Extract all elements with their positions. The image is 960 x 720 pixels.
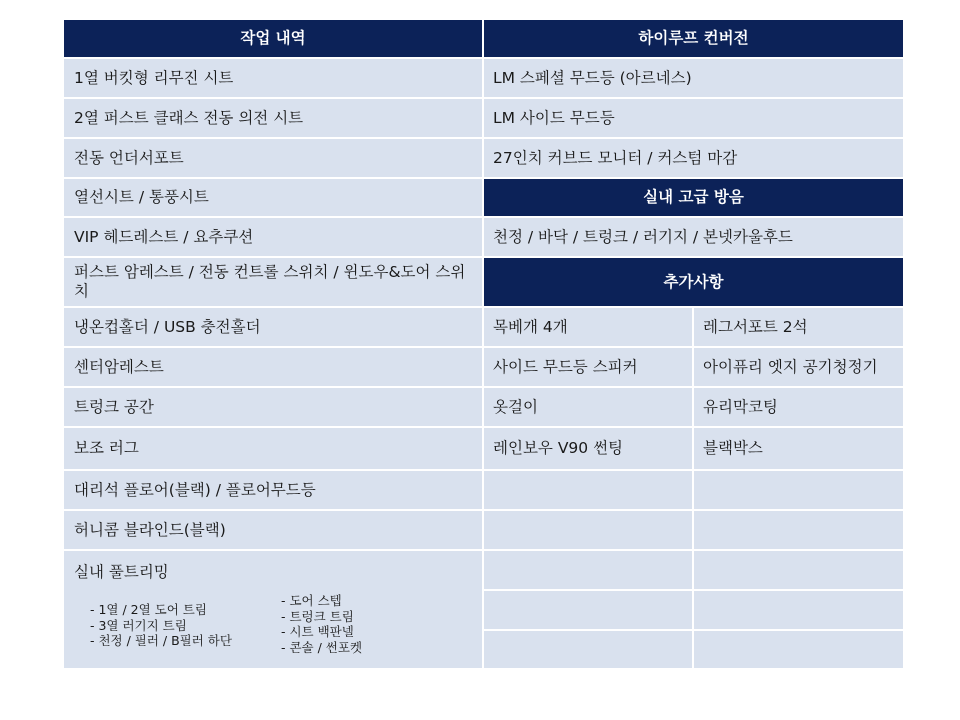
work-item: 퍼스트 암레스트 / 전동 컨트롤 스위치 / 윈도우&도어 스위치 <box>64 258 482 306</box>
trim-detail: - 시트 백판넬 <box>281 624 354 639</box>
empty-cell <box>484 591 692 629</box>
work-item: 냉온컵홀더 / USB 충전홀더 <box>64 308 482 346</box>
work-item: VIP 헤드레스트 / 요추쿠션 <box>64 218 482 256</box>
empty-cell <box>484 551 692 589</box>
header-soundproof: 실내 고급 방음 <box>484 179 903 216</box>
soundproof-item: 천정 / 바닥 / 트렁크 / 러기지 / 본넷카울후드 <box>484 218 903 256</box>
trim-detail: - 천정 / 필러 / B필러 하단 <box>90 633 232 648</box>
empty-cell <box>484 471 692 509</box>
work-item: 허니콤 블라인드(블랙) <box>64 511 482 549</box>
extra-item: 아이퓨리 엣지 공기청정기 <box>694 348 903 386</box>
header-highroof: 하이루프 컨버전 <box>484 20 903 57</box>
work-item: 1열 버킷형 리무진 시트 <box>64 59 482 97</box>
work-item: 보조 러그 <box>64 428 482 469</box>
work-item-full-trim <box>64 551 482 668</box>
trim-details-right <box>281 593 362 655</box>
trim-detail: - 도어 스텝 <box>281 593 342 608</box>
header-extras: 추가사항 <box>484 258 903 306</box>
work-item: 트렁크 공간 <box>64 388 482 426</box>
highroof-item: 27인치 커브드 모니터 / 커스텀 마감 <box>484 139 903 177</box>
trim-details-left <box>90 602 232 649</box>
empty-cell <box>694 511 903 549</box>
extra-item: 레그서포트 2석 <box>694 308 903 346</box>
empty-cell <box>484 631 692 668</box>
extra-item: 레인보우 V90 썬팅 <box>484 428 692 469</box>
highroof-item: LM 사이드 무드등 <box>484 99 903 137</box>
header-work: 작업 내역 <box>64 20 482 57</box>
full-trim-label: 실내 풀트리밍 <box>74 563 169 581</box>
empty-cell <box>484 511 692 549</box>
empty-cell <box>694 591 903 629</box>
trim-detail: - 콘솔 / 썬포켓 <box>281 639 363 655</box>
work-item: 열선시트 / 통풍시트 <box>64 179 482 216</box>
empty-cell <box>694 551 903 589</box>
work-item: 전동 언더서포트 <box>64 139 482 177</box>
extra-item: 사이드 무드등 스피커 <box>484 348 692 386</box>
work-item: 센터암레스트 <box>64 348 482 386</box>
extra-item: 옷걸이 <box>484 388 692 426</box>
trim-detail: - 트렁크 트림 <box>281 608 354 624</box>
extra-item: 유리막코팅 <box>694 388 903 426</box>
work-table <box>64 20 903 668</box>
empty-cell <box>694 631 903 668</box>
extra-item: 목베개 4개 <box>484 308 692 346</box>
work-item: 2열 퍼스트 클래스 전동 의전 시트 <box>64 99 482 137</box>
trim-detail: - 1열 / 2열 도어 트림 <box>90 602 207 617</box>
work-item: 대리석 플로어(블랙) / 플로어무드등 <box>64 471 482 509</box>
trim-detail: - 3열 러기지 트림 <box>90 617 187 633</box>
extra-item: 블랙박스 <box>694 428 903 469</box>
empty-cell <box>694 471 903 509</box>
highroof-item: LM 스페셜 무드등 (아르네스) <box>484 59 903 97</box>
